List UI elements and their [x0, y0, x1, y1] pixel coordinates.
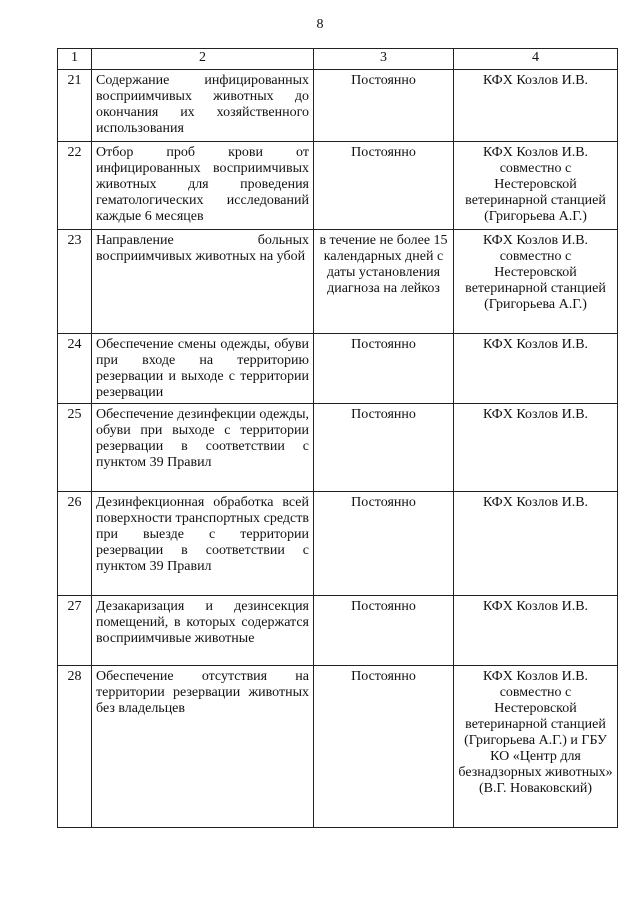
row-term: Постоянно — [314, 404, 454, 492]
row-term: Постоянно — [314, 596, 454, 666]
row-number: 24 — [58, 334, 92, 404]
row-term: Постоянно — [314, 142, 454, 230]
row-action: Дезакаризация и дезинсекция помещений, в которых содержатся восприимчивые животные — [92, 596, 314, 666]
table-row — [58, 334, 618, 404]
table-row — [58, 142, 618, 230]
row-responsible: КФХ Козлов И.В. совместно с Нестеровской ветеринарной станцией (Григорьева А.Г.) — [454, 142, 618, 230]
table-row — [58, 404, 618, 492]
table-row — [58, 492, 618, 596]
row-responsible: КФХ Козлов И.В. — [454, 492, 618, 596]
row-term: Постоянно — [314, 492, 454, 596]
row-action: Содержание инфицированных восприимчивых животных до окончания их хозяйственного использования — [92, 70, 314, 142]
page-number: 8 — [316, 17, 324, 32]
row-term: Постоянно — [314, 334, 454, 404]
row-responsible: КФХ Козлов И.В. — [454, 404, 618, 492]
header-cell-4: 4 — [454, 49, 618, 70]
row-number: 25 — [58, 404, 92, 492]
measures-table — [57, 48, 618, 828]
row-action: Обеспечение смены одежды, обуви при входе на территорию резервации и выходе с территории резервации — [92, 334, 314, 404]
table-row — [58, 230, 618, 334]
row-number: 21 — [58, 70, 92, 142]
row-action: Дезинфекционная обработка всей поверхности транспортных средств при выезде с территории резервации в соответствии с пунктом 39 Правил — [92, 492, 314, 596]
row-number: 27 — [58, 596, 92, 666]
table-row — [58, 596, 618, 666]
row-number: 22 — [58, 142, 92, 230]
row-responsible: КФХ Козлов И.В. — [454, 334, 618, 404]
row-number: 28 — [58, 666, 92, 828]
row-action: Обеспечение отсутствия на территории резервации животных без владельцев — [92, 666, 314, 828]
table-row — [58, 666, 618, 828]
table-row — [58, 70, 618, 142]
row-action: Отбор проб крови от инфицированных восприимчивых животных для проведения гематологических исследований каждые 6 месяцев — [92, 142, 314, 230]
header-cell-2: 2 — [92, 49, 314, 70]
row-term: Постоянно — [314, 70, 454, 142]
row-action: Направление больных восприимчивых животных на убой — [92, 230, 314, 334]
row-number: 26 — [58, 492, 92, 596]
table-header-row — [58, 49, 618, 70]
row-responsible: КФХ Козлов И.В. — [454, 596, 618, 666]
row-term: Постоянно — [314, 666, 454, 828]
row-responsible: КФХ Козлов И.В. совместно с Нестеровской ветеринарной станцией (Григорьева А.Г.) и ГБУ КО «Центр для безнадзорных животных» (В.Г. Новаковский) — [454, 666, 618, 828]
header-cell-3: 3 — [314, 49, 454, 70]
row-responsible: КФХ Козлов И.В. совместно с Нестеровской ветеринарной станцией (Григорьева А.Г.) — [454, 230, 618, 334]
row-number: 23 — [58, 230, 92, 334]
row-responsible: КФХ Козлов И.В. — [454, 70, 618, 142]
row-action: Обеспечение дезинфекции одежды, обуви при выходе с территории резервации в соответствии с пунктом 39 Правил — [92, 404, 314, 492]
header-cell-1: 1 — [58, 49, 92, 70]
row-term: в течение не более 15 календарных дней с даты установления диагноза на лейкоз — [314, 230, 454, 334]
